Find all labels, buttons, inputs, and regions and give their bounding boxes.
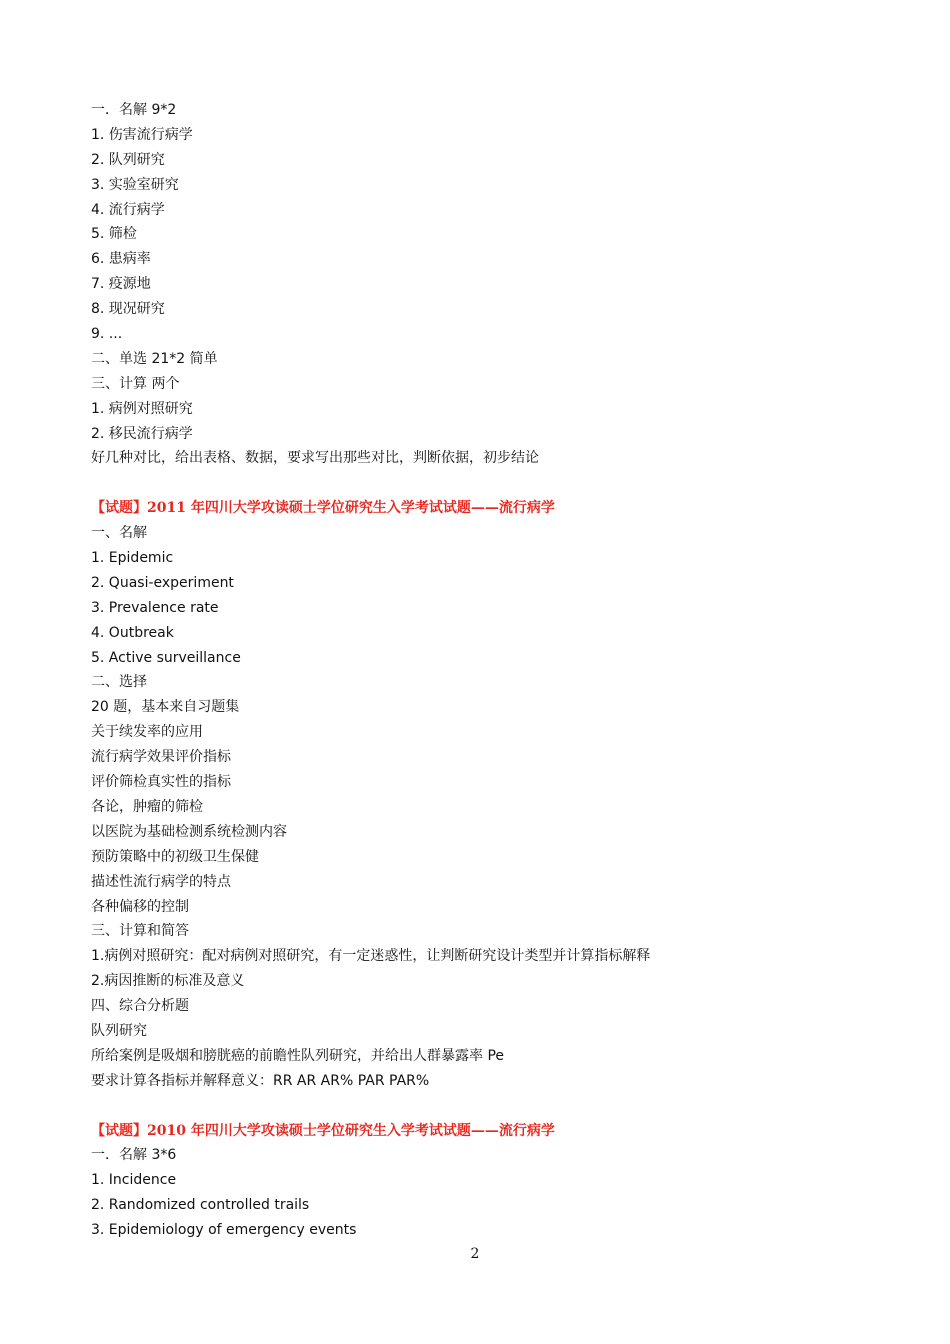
section-a-line: 1. 伤害流行病学 (91, 126, 193, 143)
section-c (91, 1119, 871, 1243)
section-b-line: 所给案例是吸烟和膀胱癌的前瞻性队列研究，并给出人群暴露率 Pe (91, 1047, 505, 1064)
section-b-line: 以医院为基础检测系统检测内容 (91, 823, 287, 840)
section-b-line: 各种偏移的控制 (91, 898, 189, 915)
section-c-heading: 【试题】2010 年四川大学攻读硕士学位研究生入学考试试题——流行病学 (91, 1122, 555, 1139)
section-a-line: 2. 队列研究 (91, 151, 165, 168)
section-b-line: 1.病例对照研究：配对病例对照研究，有一定迷惑性，让判断研究设计类型并计算指标解释 (91, 948, 651, 965)
blank-line (91, 1094, 871, 1119)
section-a-line: 二、单选 21*2 简单 (91, 350, 218, 367)
section-a-line: 6. 患病率 (91, 251, 151, 268)
section-b-line: 要求计算各指标并解释意义：RR AR AR% PAR PAR% (91, 1072, 430, 1089)
section-a-line: 8. 现况研究 (91, 301, 165, 318)
blank-line (91, 471, 871, 496)
section-b-line: 预防策略中的初级卫生保健 (91, 848, 259, 865)
section-b-line: 1. Epidemic (91, 550, 174, 567)
section-a-line: 2. 移民流行病学 (91, 425, 193, 442)
section-c-line: 一．名解 3*6 (91, 1147, 177, 1164)
section-b-line: 4. Outbreak (91, 624, 174, 641)
section-c-line: 3. Epidemiology of emergency events (91, 1222, 357, 1239)
section-b-line: 2.病因推断的标准及意义 (91, 973, 245, 990)
section-c-line: 1. Incidence (91, 1172, 177, 1189)
page-number: 2 (470, 1246, 480, 1262)
section-b-line: 5. Active surveillance (91, 649, 241, 666)
section-b-line: 20 题，基本来自习题集 (91, 699, 240, 716)
section-a-line: 好几种对比，给出表格、数据，要求写出那些对比，判断依据，初步结论 (91, 450, 539, 467)
section-b-line: 队列研究 (91, 1022, 147, 1039)
section-a-line: 4. 流行病学 (91, 201, 165, 218)
section-b-line: 2. Quasi-experiment (91, 574, 234, 591)
section-b-line: 一、名解 (91, 525, 147, 542)
page-content (91, 98, 871, 1243)
section-c-line: 2. Randomized controlled trails (91, 1197, 310, 1214)
section-a-line: 一．名解 9*2 (91, 102, 177, 118)
section-a (91, 98, 871, 471)
section-b-line: 评价筛检真实性的指标 (91, 774, 231, 791)
section-a-line: 1. 病例对照研究 (91, 400, 193, 417)
section-b-line: 3. Prevalence rate (91, 599, 219, 616)
section-b-line: 关于续发率的应用 (91, 724, 203, 741)
section-b (91, 496, 871, 1093)
section-a-line: 5. 筛检 (91, 226, 137, 243)
section-b-line: 各论，肿瘤的筛检 (91, 798, 203, 815)
section-a-line: 9. ... (91, 326, 123, 343)
section-b-line: 三、计算和简答 (91, 923, 189, 940)
section-a-line: 三、计算 两个 (91, 375, 180, 392)
section-b-heading: 【试题】2011 年四川大学攻读硕士学位研究生入学考试试题——流行病学 (91, 500, 555, 517)
section-b-line: 描述性流行病学的特点 (91, 873, 231, 890)
section-b-line: 二、选择 (91, 674, 147, 691)
section-b-line: 四、综合分析题 (91, 998, 189, 1015)
section-a-line: 7. 疫源地 (91, 276, 151, 293)
section-a-line: 3. 实验室研究 (91, 176, 179, 193)
section-b-line: 流行病学效果评价指标 (91, 749, 231, 766)
